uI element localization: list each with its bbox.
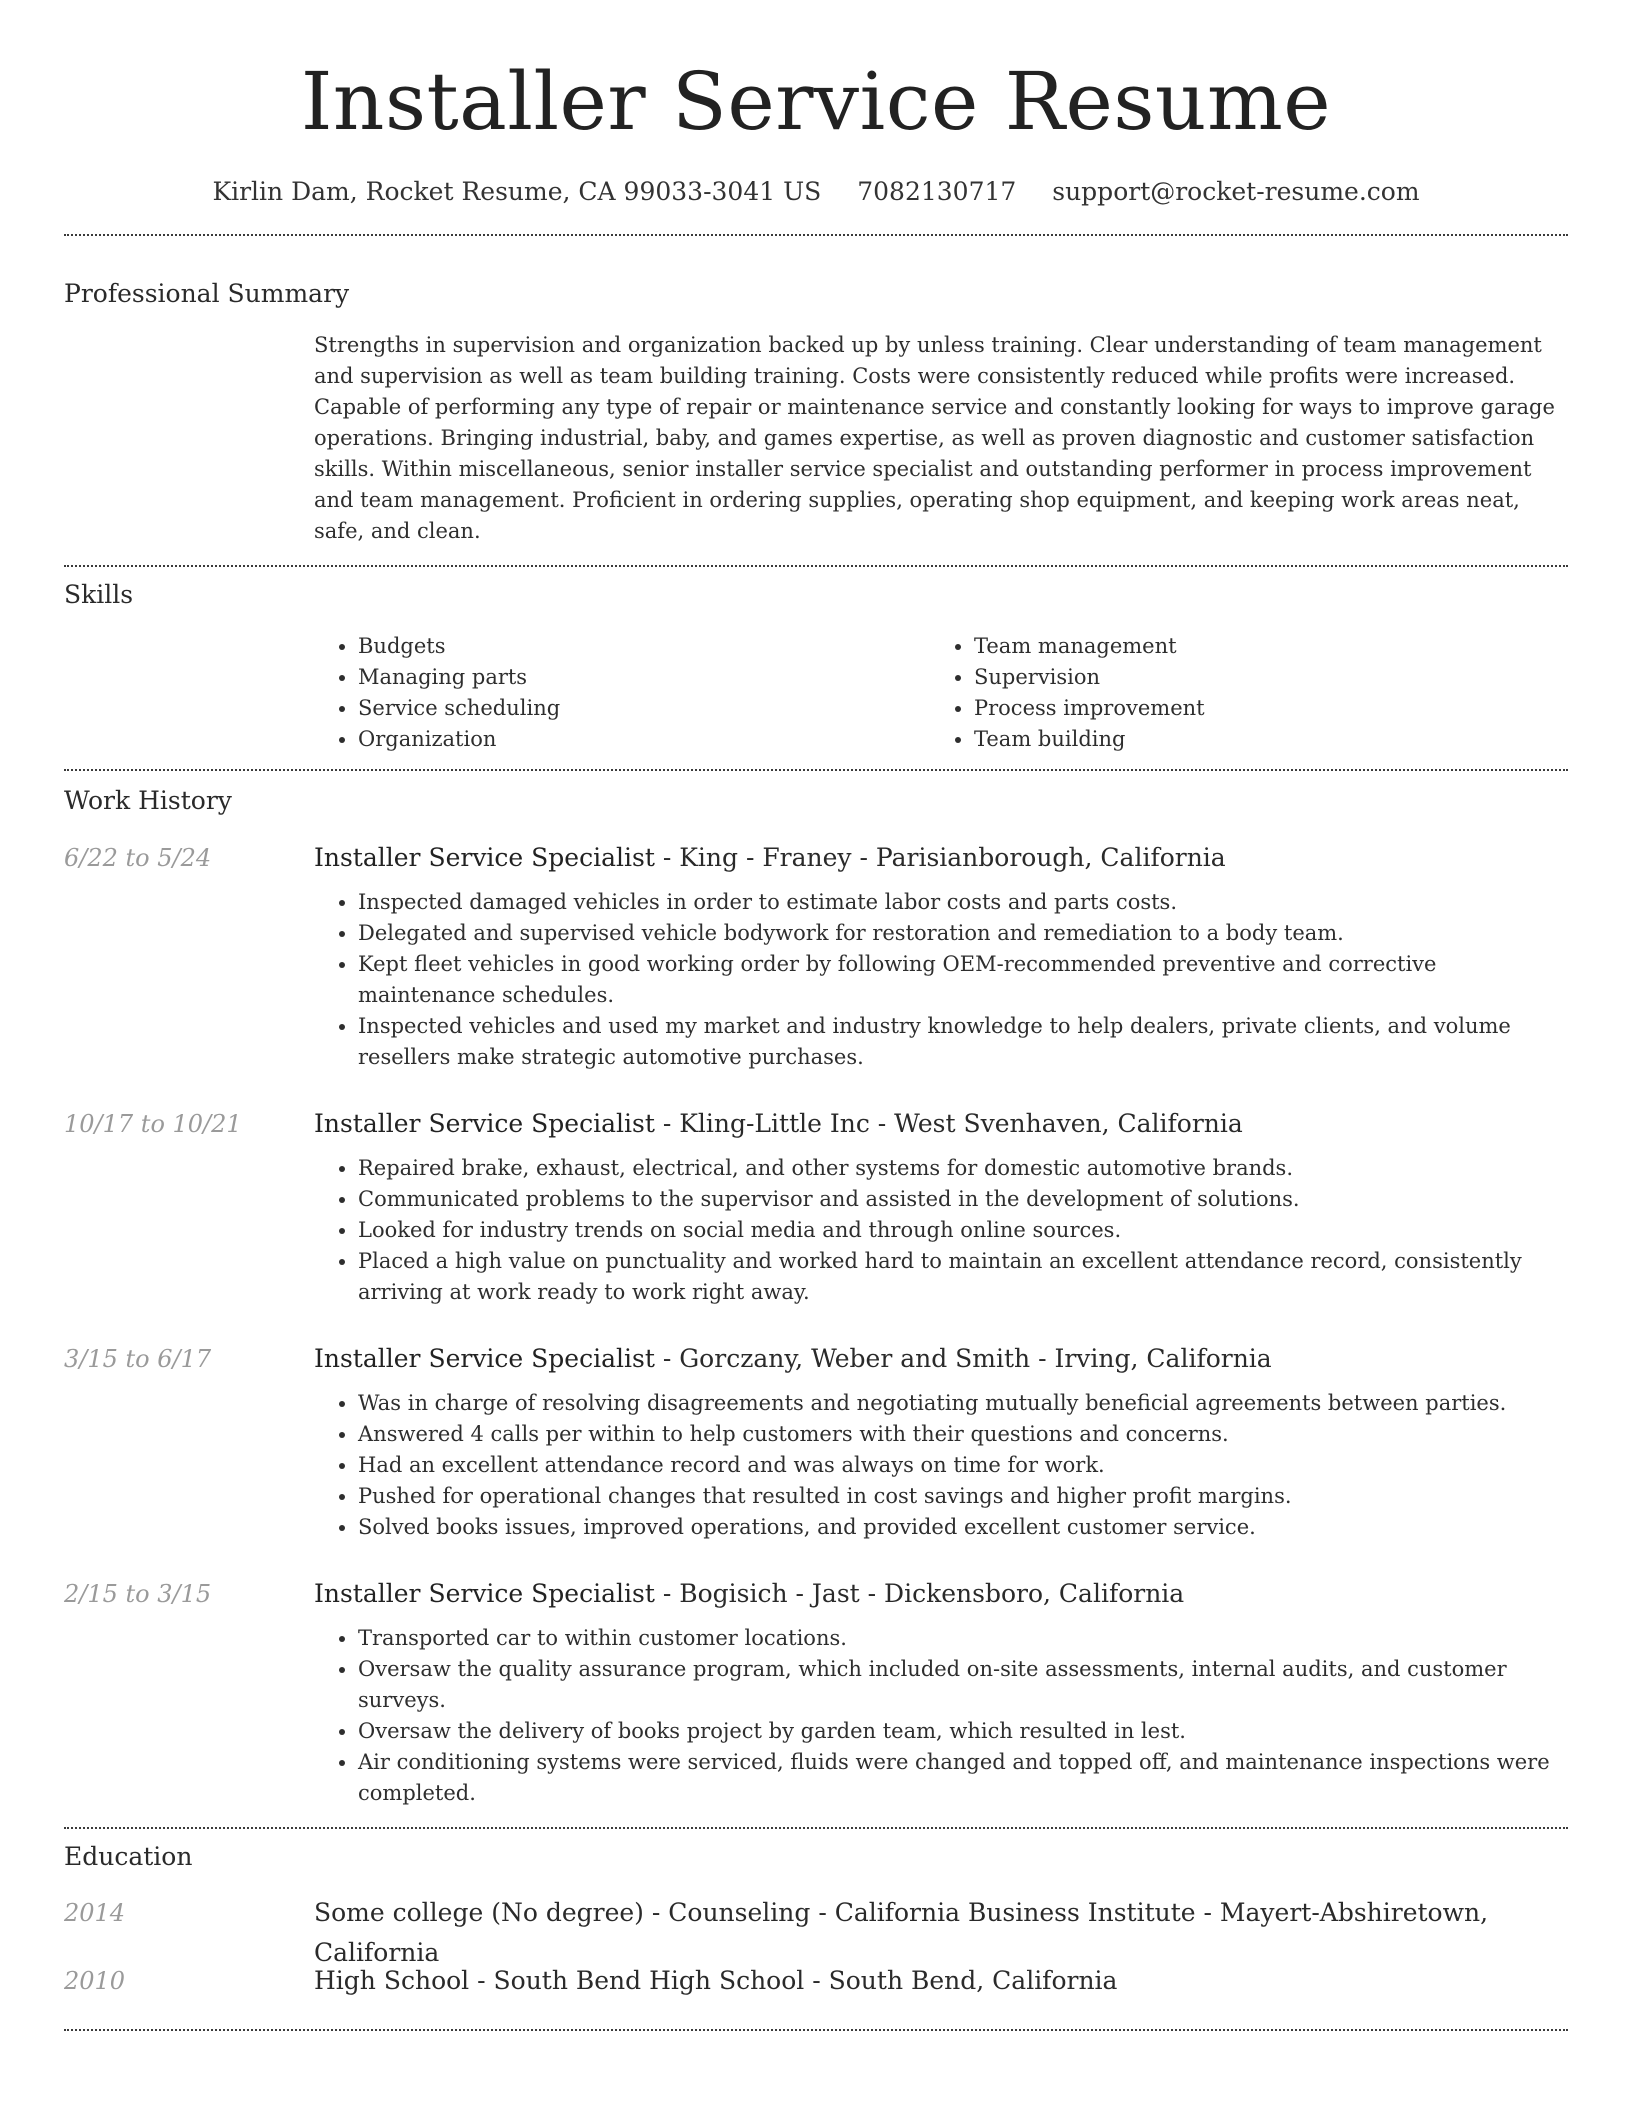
- skill-item: • Organization: [358, 724, 930, 755]
- job-bullet: • Kept fleet vehicles in good working order by following OEM-recommended preventive and corrective maintenance schedules.: [358, 949, 1568, 1011]
- job-employer: - Kling-Little Inc - West Svenhaven, California: [654, 1109, 1243, 1138]
- job-employer: - Gorczany, Weber and Smith - Irving, California: [654, 1344, 1272, 1373]
- job-role: Installer Service Specialist: [314, 1344, 655, 1373]
- job-title: [314, 841, 1568, 875]
- job-bullets: [314, 887, 1568, 1073]
- job-bullets: [314, 1153, 1568, 1308]
- skills-divider: [64, 769, 1568, 771]
- job-role: Installer Service Specialist: [314, 1579, 655, 1608]
- job-employer: - King - Franey - Parisianborough, California: [654, 843, 1226, 872]
- job-body: [314, 1342, 1568, 1543]
- header-divider: [64, 234, 1568, 236]
- work-divider: [64, 1827, 1568, 1829]
- job-title: [314, 1342, 1568, 1376]
- summary-section: [64, 276, 1568, 547]
- education-detail: Some college (No degree) - Counseling - California Business Institute - Mayert-Abshiretown, California: [314, 1898, 1489, 1967]
- skills-heading: Skills: [64, 580, 134, 609]
- job-bullet: • Oversaw the quality assurance program, which included on-site assessments, internal audits, and customer surveys.: [358, 1654, 1568, 1716]
- skill-item: • Budgets: [358, 631, 930, 662]
- skill-item: • Supervision: [974, 662, 1546, 693]
- education-entry: [64, 1893, 1568, 1967]
- job-bullet: • Inspected damaged vehicles in order to estimate labor costs and parts costs.: [358, 887, 1568, 918]
- job-employer: - Bogisich - Jast - Dickensboro, California: [654, 1579, 1185, 1608]
- work-heading: Work History: [64, 786, 232, 815]
- skills-list: [314, 631, 1568, 755]
- contact-address: Kirlin Dam, Rocket Resume, CA 99033-3041 US: [212, 177, 822, 206]
- job-entry: [64, 1342, 1568, 1543]
- education-year: 2010: [64, 1967, 126, 1995]
- education-heading: Education: [64, 1842, 193, 1871]
- job-bullet: • Answered 4 calls per within to help customers with their questions and concerns.: [358, 1419, 1568, 1450]
- job-body: [314, 841, 1568, 1073]
- job-bullet: • Delegated and supervised vehicle bodywork for restoration and remediation to a body team.: [358, 918, 1568, 949]
- job-bullet: • Inspected vehicles and used my market and industry knowledge to help dealers, private clients, and volume resellers make strategic automotive purchases.: [358, 1011, 1568, 1073]
- job-dates: 3/15 to 6/17: [64, 1345, 212, 1373]
- skill-item: • Team management: [974, 631, 1546, 662]
- skill-item: • Service scheduling: [358, 693, 930, 724]
- summary-text: Strengths in supervision and organization backed up by unless training. Clear understanding of team management and supervision as well as team building training. Costs were consistently reduced while profits were increased. Capable of performing any type of repair or maintenance service and constantly looking for ways to improve garage operations. Bringing industrial, baby, and games expertise, as well as proven diagnostic and customer satisfaction skills. Within miscellaneous, senior installer service specialist and outstanding performer in process improvement and team management. Proficient in ordering supplies, operating shop equipment, and keeping work areas neat, safe, and clean.: [314, 333, 1555, 543]
- job-dates: 2/15 to 3/15: [64, 1580, 212, 1608]
- education-entry: [64, 1961, 1568, 2029]
- education-section: [64, 1839, 1568, 2029]
- job-bullet: • Communicated problems to the supervisor and assisted in the development of solutions.: [358, 1184, 1568, 1215]
- job-bullet: • Repaired brake, exhaust, electrical, and other systems for domestic automotive brands.: [358, 1153, 1568, 1184]
- job-role: Installer Service Specialist: [314, 1109, 655, 1138]
- contact-line: [64, 174, 1568, 210]
- job-entry: [64, 1577, 1568, 1809]
- skills-section: [64, 577, 1568, 755]
- education-year: 2014: [64, 1899, 126, 1927]
- contact-phone: 7082130717: [857, 177, 1017, 206]
- job-entry: [64, 1107, 1568, 1308]
- job-bullet: • Looked for industry trends on social media and through online sources.: [358, 1215, 1568, 1246]
- job-dates: 10/17 to 10/21: [64, 1110, 242, 1138]
- job-bullet: • Was in charge of resolving disagreements and negotiating mutually beneficial agreements between parties.: [358, 1388, 1568, 1419]
- job-bullet: • Transported car to within customer locations.: [358, 1623, 1568, 1654]
- job-bullets: [314, 1388, 1568, 1543]
- job-bullet: • Pushed for operational changes that resulted in cost savings and higher profit margins.: [358, 1481, 1568, 1512]
- job-body: [314, 1577, 1568, 1809]
- job-role: Installer Service Specialist: [314, 843, 655, 872]
- job-title: [314, 1577, 1568, 1611]
- education-detail: High School - South Bend High School - South Bend, California: [314, 1966, 1118, 1995]
- job-body: [314, 1107, 1568, 1308]
- job-entry: [64, 841, 1568, 1073]
- contact-email: support@rocket-resume.com: [1052, 177, 1420, 206]
- work-section: [64, 783, 1568, 1809]
- resume-title: Installer Service Resume: [300, 55, 1332, 148]
- job-dates: 6/22 to 5/24: [64, 844, 212, 872]
- job-bullet: • Air conditioning systems were serviced, fluids were changed and topped off, and maintenance inspections were completed.: [358, 1747, 1568, 1809]
- summary-divider: [64, 565, 1568, 567]
- skill-item: • Team building: [974, 724, 1546, 755]
- job-bullet: • Had an excellent attendance record and was always on time for work.: [358, 1450, 1568, 1481]
- job-title: [314, 1107, 1568, 1141]
- job-bullets: [314, 1623, 1568, 1809]
- education-divider: [64, 2029, 1568, 2031]
- skill-item: • Process improvement: [974, 693, 1546, 724]
- summary-heading: Professional Summary: [64, 279, 350, 308]
- job-bullet: • Placed a high value on punctuality and worked hard to maintain an excellent attendance record, consistently arriving at work ready to work right away.: [358, 1246, 1568, 1308]
- skills-column-right: [930, 631, 1546, 755]
- job-bullet: • Solved books issues, improved operations, and provided excellent customer service.: [358, 1512, 1568, 1543]
- job-bullet: • Oversaw the delivery of books project by garden team, which resulted in lest.: [358, 1716, 1568, 1747]
- skills-column-left: [314, 631, 930, 755]
- skill-item: • Managing parts: [358, 662, 930, 693]
